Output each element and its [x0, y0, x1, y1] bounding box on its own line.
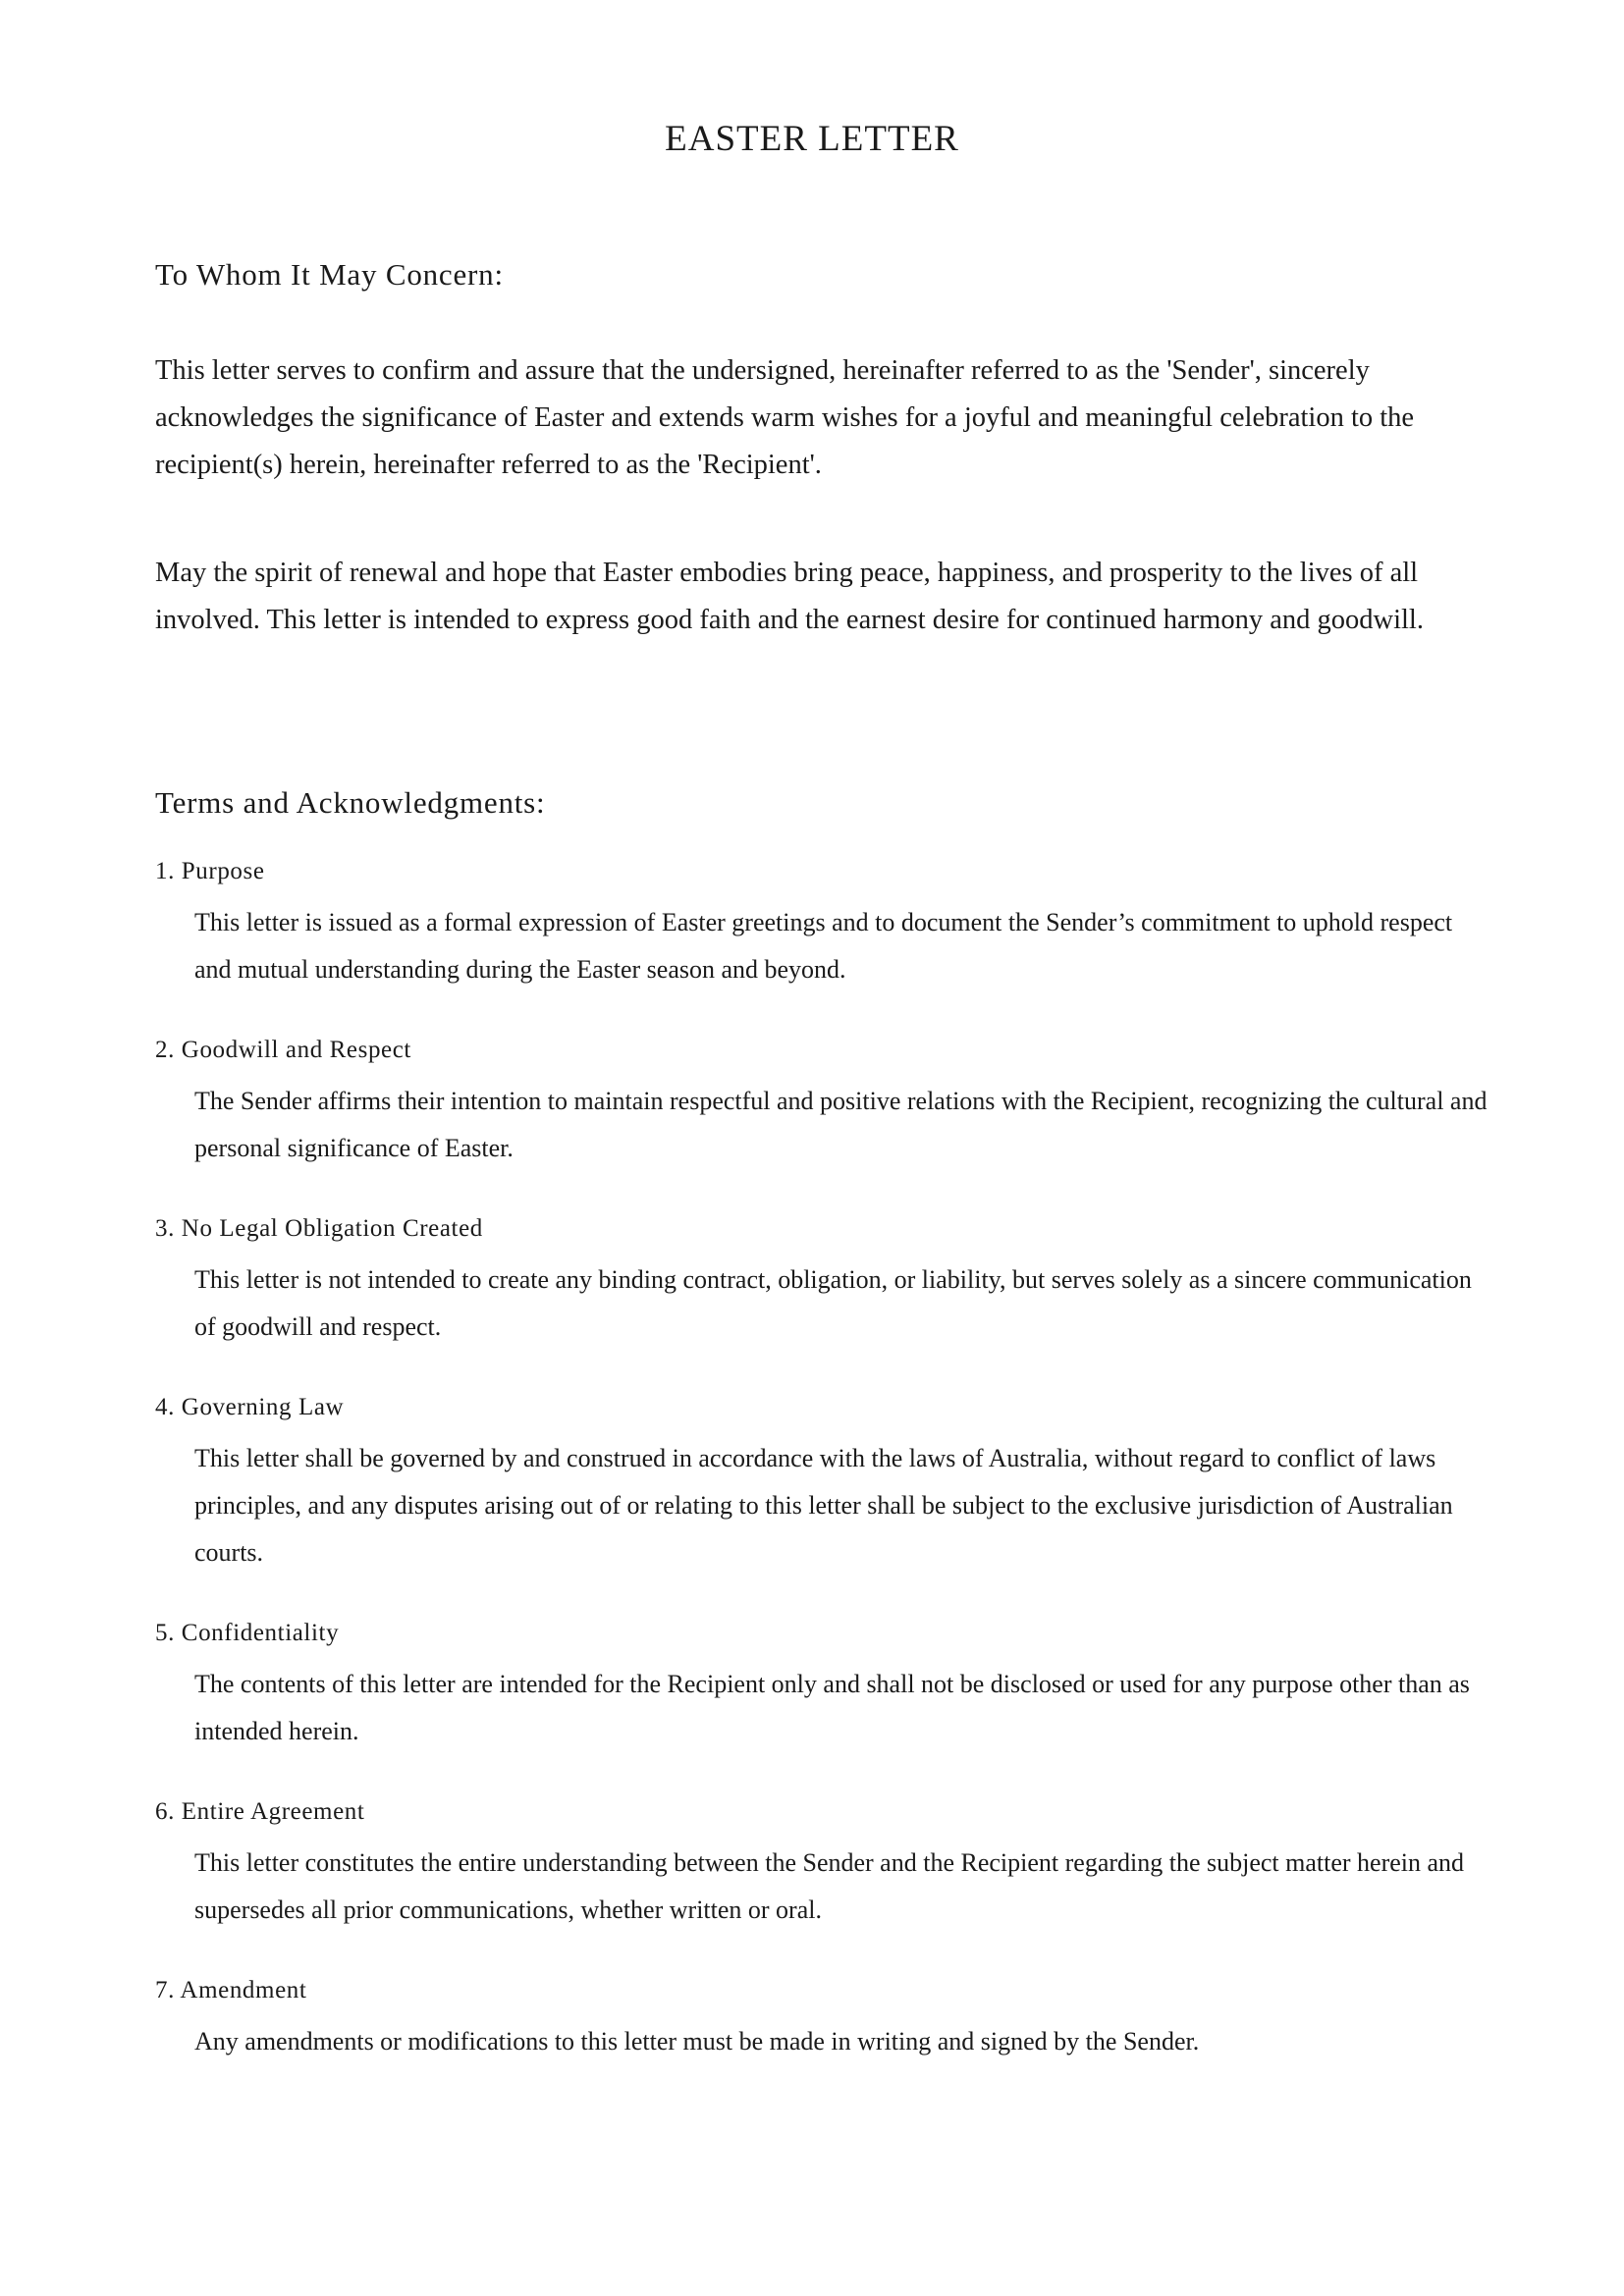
term-heading: 2. Goodwill and Respect — [155, 1037, 411, 1063]
term-heading: 5. Confidentiality — [155, 1620, 340, 1646]
term-body: This letter constitutes the entire understanding between the Sender and the Recipient regarding the subject matter herein and supersedes all prior communications, whether written or oral. — [194, 1848, 1465, 1924]
term-body: This letter is not intended to create any binding contract, obligation, or liability, but serves solely as a sincere communication of goodwill and respect. — [194, 1265, 1472, 1341]
salutation: To Whom It May Concern: — [155, 257, 504, 292]
term-amendment — [155, 1973, 1481, 2065]
term-confidentiality — [155, 1616, 1481, 1755]
intro-paragraph: This letter serves to confirm and assure that the undersigned, hereinafter referred to as the 'Sender', sincerely acknowledges the significance of Easter and extends warm wishes for a joyful and meaningful celebration to the recipient(s) herein, hereinafter referred to as the 'Recipient'. — [155, 355, 1415, 480]
term-entire-agreement — [155, 1794, 1481, 1934]
term-heading: 4. Governing Law — [155, 1394, 345, 1420]
term-no-legal-obligation — [155, 1211, 1481, 1351]
term-heading: 3. No Legal Obligation Created — [155, 1215, 483, 1242]
term-heading: 7. Amendment — [155, 1977, 307, 2003]
term-heading: 6. Entire Agreement — [155, 1798, 365, 1825]
term-body: The Sender affirms their intention to maintain respectful and positive relations with the Recipient, recognizing the cultural and personal significance of Easter. — [194, 1087, 1488, 1162]
term-goodwill-and-respect — [155, 1033, 1488, 1172]
wishes-paragraph: May the spirit of renewal and hope that Easter embodies bring peace, happiness, and prosperity to the lives of all involved. This letter is intended to express good faith and the earnest desire for continued harmony and goodwill. — [155, 558, 1424, 635]
term-body: The contents of this letter are intended for the Recipient only and shall not be disclosed or used for any purpose other than as intended herein. — [194, 1670, 1470, 1745]
term-body: This letter is issued as a formal expression of Easter greetings and to document the Sender’s commitment to uphold respect and mutual understanding during the Easter season and beyond. — [194, 908, 1453, 984]
term-governing-law — [155, 1390, 1481, 1576]
document-title: EASTER LETTER — [665, 119, 959, 159]
term-body: This letter shall be governed by and construed in accordance with the laws of Australia, without regard to conflict of laws principles, and any disputes arising out of or relating to this letter shall be subject to the exclusive jurisdiction of Australian courts. — [194, 1444, 1453, 1567]
term-body: Any amendments or modifications to this letter must be made in writing and signed by the Sender. — [194, 2027, 1200, 2056]
terms-heading: Terms and Acknowledgments: — [155, 785, 546, 820]
term-purpose — [155, 854, 1481, 993]
term-heading: 1. Purpose — [155, 858, 265, 884]
